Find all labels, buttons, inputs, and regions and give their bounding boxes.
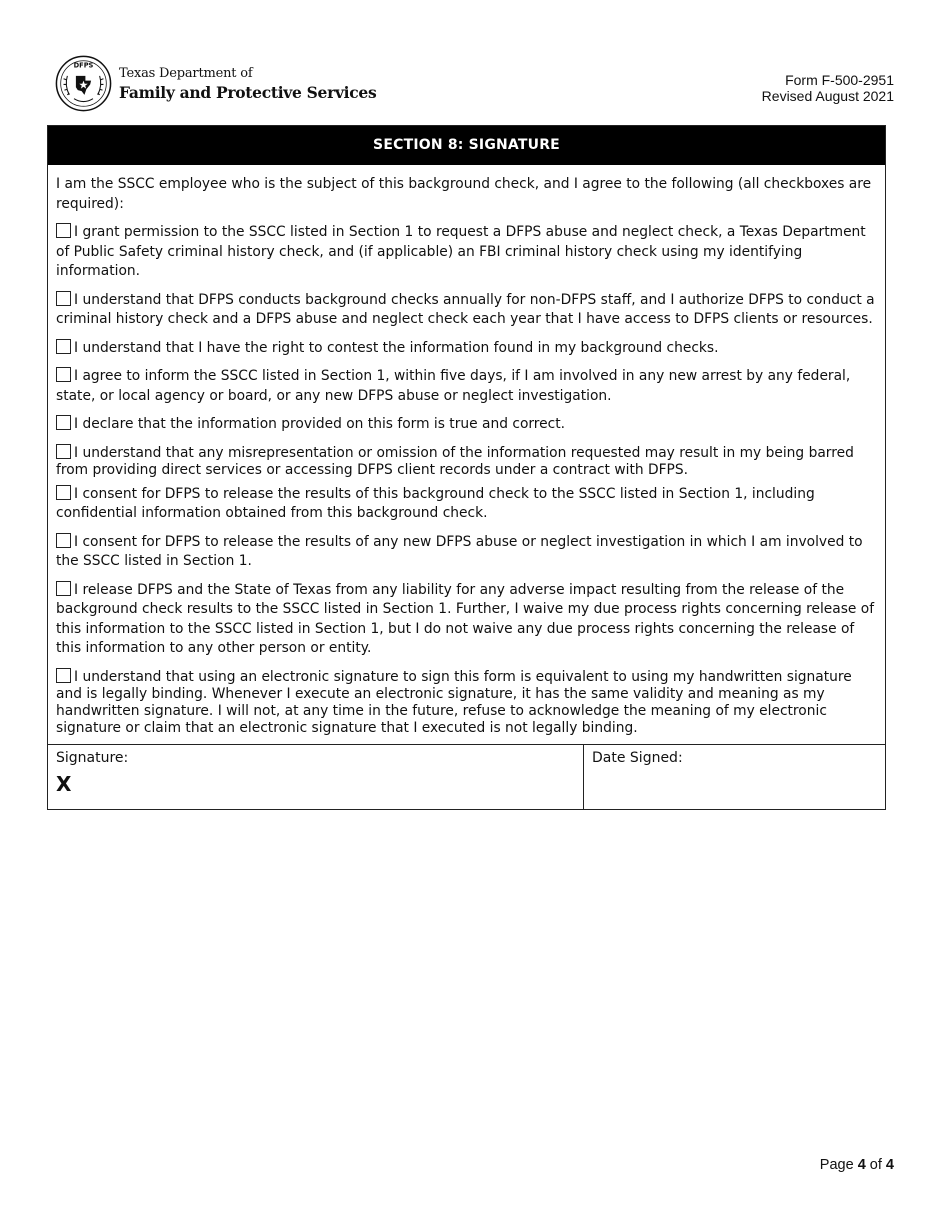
- date-signed-field[interactable]: [584, 745, 885, 809]
- agreement-checkbox[interactable]: [56, 668, 71, 683]
- agreement-checkbox[interactable]: [56, 533, 71, 548]
- agreement-item: [56, 223, 877, 282]
- agreement-checkbox[interactable]: [56, 581, 71, 596]
- agreement-text: I declare that the information provided on this form is true and correct.: [74, 416, 566, 432]
- form-number: Form F-500-2951: [785, 72, 894, 88]
- agreement-checkbox[interactable]: [56, 223, 71, 238]
- agreement-checkbox[interactable]: [56, 339, 71, 354]
- agreement-text: I agree to inform the SSCC listed in Section 1, within five days, if I am involved in any new arrest by any federal, state, or local agency or board, or any new DFPS abuse or neglect investigation.: [56, 368, 851, 404]
- agreement-item: [56, 533, 877, 572]
- agreement-item: [56, 581, 877, 659]
- revised-date: Revised August 2021: [761, 88, 894, 104]
- svg-text:DFPS: DFPS: [73, 61, 94, 70]
- page-number: Page 4 of 4: [819, 1157, 894, 1173]
- dfps-seal-logo: [55, 55, 112, 112]
- section-title: SECTION 8: SIGNATURE: [48, 126, 885, 165]
- agreement-text: I understand that I have the right to contest the information found in my background checks.: [74, 339, 719, 356]
- agency-name-line2: Family and Protective Services: [119, 83, 377, 102]
- agreement-item: [56, 444, 877, 479]
- signature-label: Signature:: [56, 749, 129, 766]
- signature-field[interactable]: [48, 745, 584, 809]
- section-body: [48, 165, 885, 744]
- agreement-text: I consent for DFPS to release the results of any new DFPS abuse or neglect investigation in which I am involved to the SSCC listed in Section 1.: [56, 533, 863, 569]
- agreement-item: [56, 668, 877, 737]
- agreement-text: I consent for DFPS to release the results of this background check to the SSCC listed in Section 1, including confidential information obtained from this background check.: [56, 485, 815, 521]
- signature-section: [47, 125, 886, 810]
- agency-name-line1: Texas Department of: [119, 66, 253, 81]
- agreement-checkbox[interactable]: [56, 444, 71, 459]
- agreement-checkbox[interactable]: [56, 485, 71, 500]
- agreement-item: [56, 339, 877, 359]
- section-intro: I am the SSCC employee who is the subject of this background check, and I agree to the following (all checkboxes are required):: [56, 176, 872, 212]
- signature-row: [48, 744, 885, 809]
- agreement-text: I understand that using an electronic signature to sign this form is equivalent to using my handwritten signature and is legally binding. Whenever I execute an electronic signature, it has the same validity and meaning as my handwritten signature. I will not, at any time in the future, refuse to acknowledge the meaning of my electronic signature or claim that an electronic signature that I executed is not legally binding.: [56, 668, 852, 736]
- agreement-item: [56, 415, 877, 435]
- agreement-item: [56, 291, 877, 330]
- date-signed-label: Date Signed:: [592, 749, 683, 766]
- agreement-checkbox[interactable]: [56, 291, 71, 306]
- agreement-checkbox[interactable]: [56, 367, 71, 382]
- agreement-text: I grant permission to the SSCC listed in Section 1 to request a DFPS abuse and neglect check, a Texas Department of Public Safety criminal history check, and (if applicable) an FBI criminal history check using my identifying information.: [56, 224, 866, 279]
- agreement-item: [56, 485, 877, 524]
- agreement-text: I understand that any misrepresentation or omission of the information requested may result in my being barred from providing direct services or accessing DFPS client records under a contract with DFPS.: [56, 444, 854, 478]
- agency-name: [119, 66, 376, 102]
- signature-x-mark: X: [56, 771, 72, 796]
- agreement-checkbox[interactable]: [56, 415, 71, 430]
- agreement-item: [56, 367, 877, 406]
- agreement-text: I release DFPS and the State of Texas from any liability for any adverse impact resulting from the release of the background check results to the SSCC listed in Section 1. Further, I waive my due process rights concerning release of this information to the SSCC listed in Section 1, but I do not waive any due process rights concerning the release of this information to any other person or entity.: [56, 581, 875, 656]
- agreement-text: I understand that DFPS conducts background checks annually for non-DFPS staff, and I authorize DFPS to conduct a criminal history check and a DFPS abuse and neglect check each year that I have access to DFPS clients or resources.: [56, 291, 875, 327]
- form-metadata: [762, 72, 894, 104]
